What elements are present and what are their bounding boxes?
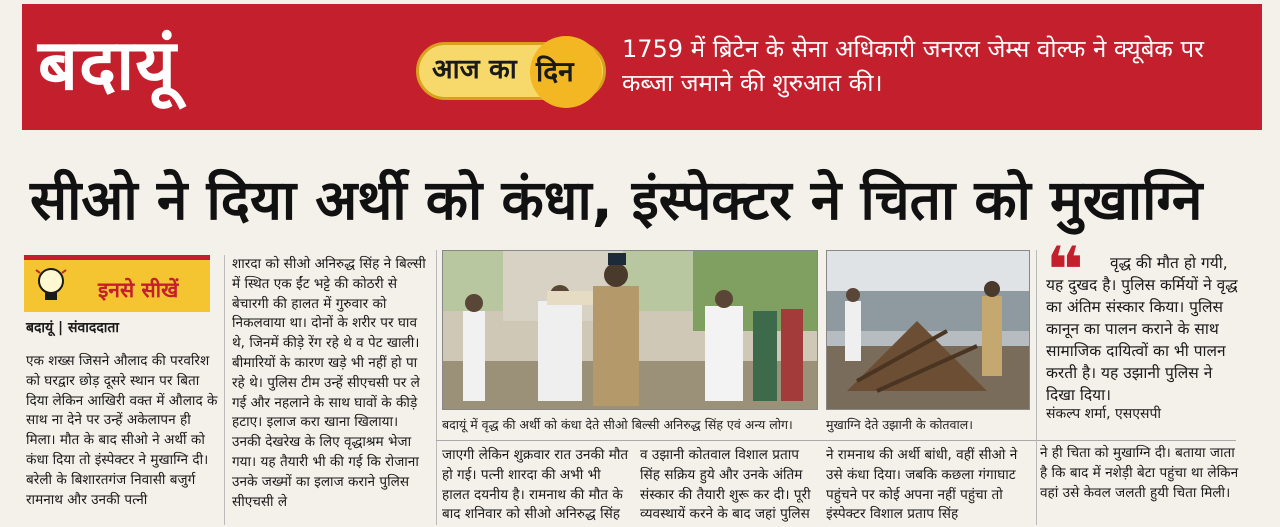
quote-attribution: संकल्प शर्मा, एसएसपी	[1046, 406, 1162, 422]
article-column-1: एक शख्स जिसने औलाद की परवरिश को घरद्वार छोड़ दूसरे स्थान पर बिता दिया लेकिन आखिरी वक्त में औलाद के साथ ना देने पर उन्हें अकेलापन ही मिला। मौत के बाद सीओ ने अर्थी को कंधा दिया तो इंस्पेक्टर ने मुखाग्नि दी। बरेली के बिशारतगंज निवासी बजुर्ग रामनाथ और उनकी पत्नी	[26, 353, 218, 508]
city-title: बदायूं	[38, 24, 177, 106]
day-fact: 1759 में ब्रिटेन के सेना अधिकारी जनरल जेम्स वोल्फ ने क्यूबेक पर कब्जा जमाने की शुरुआत की।	[622, 35, 1204, 97]
article-column-2: शारदा को सीओ अनिरुद्ध सिंह ने बिल्सी में स्थित एक ईंट भट्टे की कोठरी से बेचारगी की हालत में गुरुवार को निकलवाया था। दोनों के शरीर पर घाव थे, जिनमें कीड़े रेंग रहे थे व पेट खाली। बीमारियों के कारण खड़े भी नहीं हो पा रहे थे। पुलिस टीम उन्हें सीएचसी पर ले गई और नहलाने के साथ घावों के कीड़े हटाए। इलाज करा खाना खिलाया। उनकी देखरेख के लिए वृद्धाश्रम भेजा गया। यह तैयारी भी की गई कि रोजाना उनके जख्मों का इलाज कराने पुलिस सीएचसी ले	[232, 256, 426, 510]
lightbulb-icon	[34, 266, 68, 304]
aaj-ka-label: आज का	[432, 54, 517, 85]
article-column-4: व उझानी कोतवाल विशाल प्रताप सिंह सक्रिय हुये और उनके अंतिम संस्कार की तैयारी शुरू कर दी। पूरी व्यवस्थायें करने के बाद जहां पुलिस	[640, 447, 811, 523]
photo-cremation-pyre	[826, 250, 1030, 410]
learn-label: इनसे सीखें	[98, 278, 179, 302]
headline: सीओ ने दिया अर्थी को कंधा, इंस्पेक्टर ने चिता को मुखाग्नि	[30, 168, 1203, 232]
photo-caption-1: बदायूं में वृद्ध की अर्थी को कंधा देते सीओ बिल्सी अनिरुद्ध सिंह एवं अन्य लोग।	[442, 417, 793, 432]
pull-quote: वृद्ध की मौत हो गयी, यह दुखद है। पुलिस कर्मियों ने वृद्ध का अंतिम संस्कार किया। पुलिस कानून का पालन कराने के साथ सामाजिक दायित्वों का भी पालन करती है। यह उझानी पुलिस ने दिखा दिया।	[1046, 254, 1238, 404]
photo-funeral-procession	[442, 250, 818, 410]
dateline: बदायूं | संवाददाता	[26, 320, 120, 336]
photo-caption-2: मुखाग्नि देते उझानी के कोतवाल।	[826, 417, 973, 432]
column-divider	[436, 250, 437, 525]
column-divider	[1036, 250, 1037, 525]
article-column-5: ने रामनाथ की अर्थी बांधी, वहीं सीओ ने उसे कंधा दिया। जबकि कछला गंगाघाट पहुंचने पर कोई अपना नहीं पहुंचा तो इंस्पेक्टर विशाल प्रताप सिंह	[826, 447, 1018, 523]
article-column-3: जाएगी लेकिन शुक्रवार रात उनकी मौत हो गई। पत्नी शारदा की अभी भी हालत दयनीय है। रामनाथ की मौत के बाद शनिवार को सीओ अनिरुद्ध सिंह	[442, 447, 629, 523]
column-divider	[224, 255, 225, 525]
quote-mark-icon: ❝	[1046, 234, 1084, 308]
din-label: दिन	[536, 55, 574, 88]
caption-rule	[436, 440, 1236, 441]
article-column-6: ने ही चिता को मुखाग्नि दी। बताया जाता है कि बाद में नशेड़ी बेटा पहुंचा था लेकिन वहां उसे केवल जलती हुयी चिता मिली।	[1040, 445, 1239, 501]
